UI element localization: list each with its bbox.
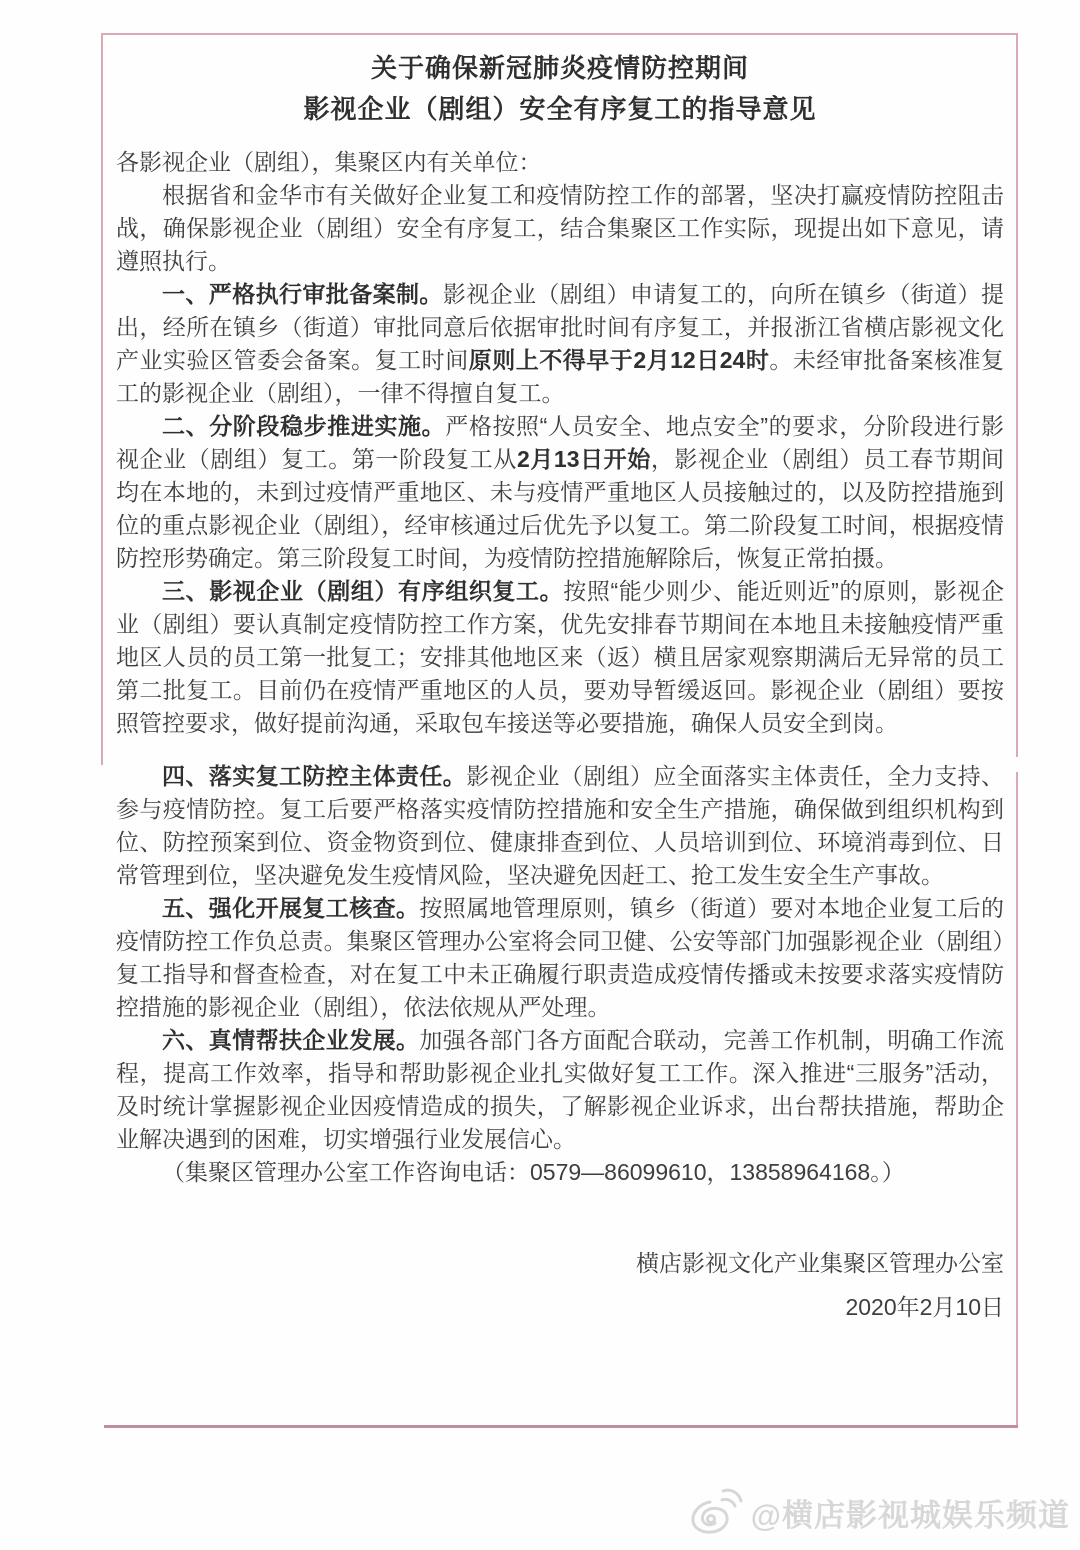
frame-border-left [101, 33, 103, 765]
paragraph-segment: ，影视企业（剧组）员工春节期间均在本地的，未到过疫情严重地区、未与疫情严重地区人员接触过的，以及防控措施到位的重点影视企业（剧组），经审核通过后优先予以复工。第二阶段复工时间，根据疫情防控形势确定。第三阶段复工时间，为疫情防控措施解除后，恢复正常拍摄。 [116, 446, 1005, 571]
paragraph [116, 1024, 1004, 1156]
paragraph [116, 278, 1004, 410]
paragraph-bold-segment: 二、分阶段稳步推进实施。 [162, 413, 446, 439]
paragraph [116, 179, 1004, 278]
paragraph-bold-segment: 一、严格执行审批备案制。 [162, 281, 443, 307]
weibo-icon [689, 1488, 743, 1536]
paragraph-bold-segment: 六、真情帮扶企业发展。 [162, 1027, 420, 1053]
frame-border-bottom [104, 1425, 1018, 1428]
paragraph-segment: 根据省和金华市有关做好企业复工和疫情防控工作的部署，坚决打赢疫情防控阻击战，确保影视企业（剧组）安全有序复工，结合集聚区工作实际，现提出如下意见，请遵照执行。 [116, 182, 1004, 274]
paragraph-bold-segment: 五、强化开展复工核查。 [162, 895, 420, 921]
frame-border-right-lower [1016, 772, 1018, 1427]
paragraph-segment: 影视企业（剧组）申请复工的，向所在镇乡（街道）提出，经所在镇乡（街道）审批同意后依据审批时间有序复工，并报浙江省横店影视文化产业实验区管委会备案。复工时间 [116, 281, 1005, 373]
paragraph-bold-segment: 四、落实复工防控主体责任。 [162, 763, 467, 789]
frame-border-top [101, 33, 1018, 35]
document-title [116, 48, 1004, 130]
paragraph-segment: 加强各部门各方面配合联动，完善工作机制，明确工作流程，提高工作效率，指导和帮助影视企业扎实做好复工工作。深入推进“三服务”活动，及时统计掌握影视企业因疫情造成的损失，了解影视企业诉求，出台帮扶措施，帮助企业解决遇到的困难，切实增强行业发展信心。 [116, 1027, 1005, 1152]
signature-date: 2020年2月10日 [845, 1294, 1004, 1320]
paragraph-bold-segment: 三、影视企业（剧组）有序组织复工。 [162, 578, 564, 604]
paragraph [116, 575, 1004, 740]
watermark-text: @横店影视城娱乐频道 [750, 1497, 1070, 1533]
paragraph-segment: 按照“能少则少、能近则近”的原则，影视企业（剧组）要认真制定疫情防控工作方案，优先安排春节期间在本地且未接触疫情严重地区人员的员工第一批复工；安排其他地区来（返）横且居家观察期满后无异常的员工第二批复工。目前仍在疫情严重地区的人员，要劝导暂缓返回。影视企业（剧组）要按照管控要求，做好提前沟通，采取包车接送等必要措施，确保人员安全到岗。 [116, 578, 1004, 736]
paragraph [116, 410, 1004, 575]
paragraph-segment: 影视企业（剧组）应全面落实主体责任，全力支持、参与疫情防控。复工后要严格落实疫情防控措施和安全生产措施，确保做到组织机构到位、防控预案到位、资金物资到位、健康排查到位、人员培训到位、环境消毒到位、日常管理到位，坚决避免发生疫情风险，坚决避免因赶工、抢工发生安全生产事故。 [116, 763, 1005, 888]
paragraph-bold-segment: 2月13日开始 [516, 446, 651, 472]
paragraph [116, 1156, 1004, 1189]
paragraph-segment: 严格按照“人员安全、地点安全”的要求，分阶段进行影视企业（剧组）复工。第一阶段复工从 [116, 413, 1005, 472]
title-line: 关于确保新冠肺炎疫情防控期间 [370, 53, 749, 83]
frame-border-right-upper [1016, 33, 1018, 757]
document-content [116, 48, 1004, 1329]
document-body [116, 146, 1004, 1189]
signature-org: 横店影视文化产业集聚区管理办公室 [636, 1250, 1004, 1276]
paragraph-segment: （集聚区管理办公室工作咨询电话：0579—86099610，13858964168。） [162, 1159, 905, 1185]
paragraph [116, 146, 1004, 179]
paragraph [116, 760, 1004, 892]
signature-block [116, 1241, 1004, 1329]
paragraph-segment: 。未经审批备案核准复工的影视企业（剧组），一律不得擅自复工。 [116, 347, 1005, 406]
paragraph-segment: 按照属地管理原则，镇乡（街道）要对本地企业复工后的疫情防控工作负总责。集聚区管理办公室将会同卫健、公安等部门加强影视企业（剧组）复工指导和督查检查，对在复工中未正确履行职责造成疫情传播或未按要求落实疫情防控措施的影视企业（剧组），依法依规从严处理。 [116, 895, 1005, 1020]
paragraph [116, 892, 1004, 1024]
title-line: 影视企业（剧组）安全有序复工的指导意见 [303, 94, 817, 124]
watermark [689, 1488, 1070, 1536]
paragraph-segment: 各影视企业（剧组），集聚区内有关单位： [116, 149, 542, 175]
paragraph-bold-segment: 原则上不得早于2月12日24时 [468, 347, 770, 373]
